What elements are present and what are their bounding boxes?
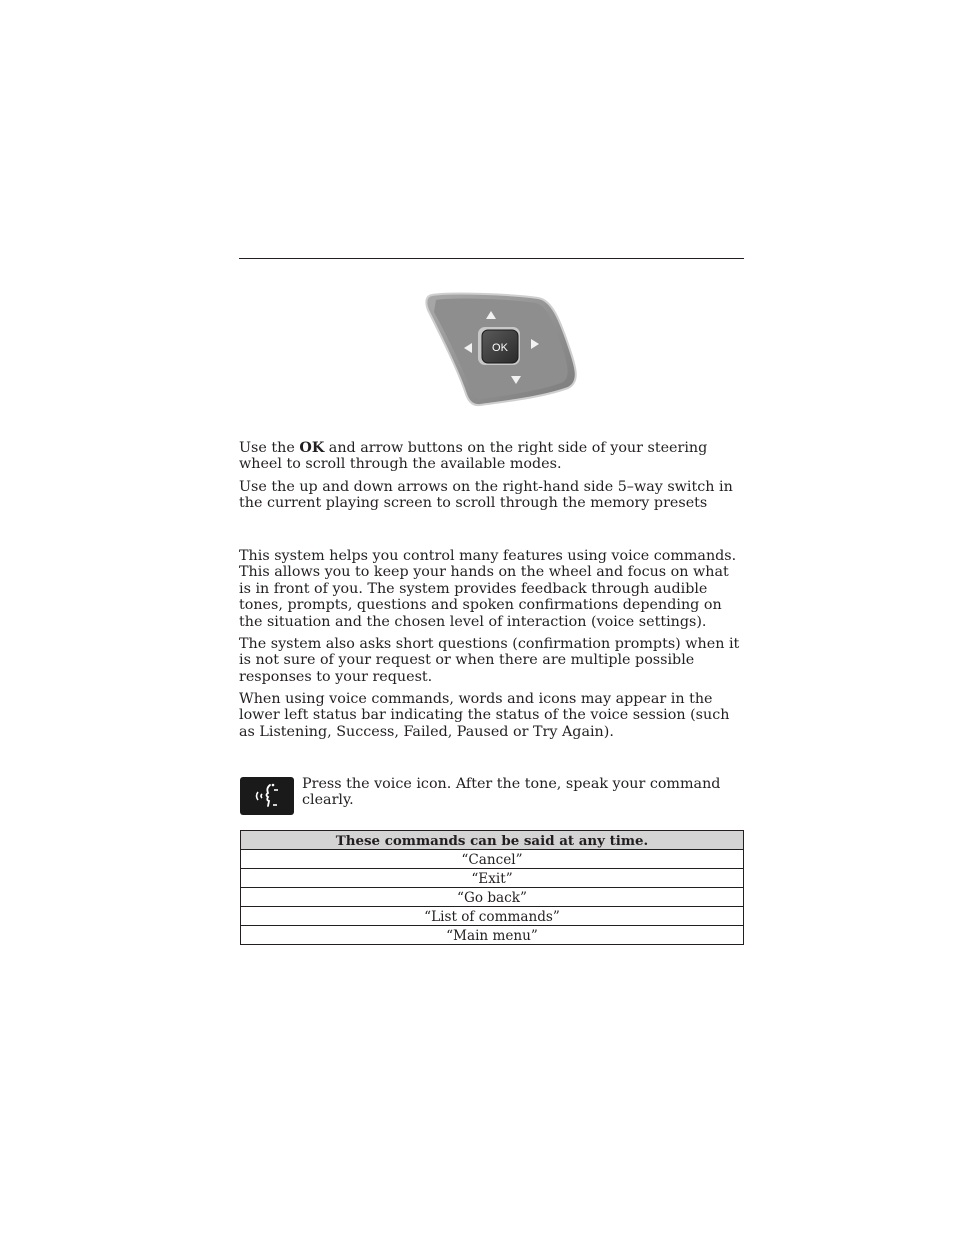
table-header: These commands can be said at any time.: [241, 831, 744, 850]
table-cell: “Go back”: [241, 888, 744, 907]
commands-table: [240, 830, 744, 945]
header-rule: [239, 258, 744, 259]
table-cell: “Main menu”: [241, 926, 744, 945]
paragraph-status-bar: [239, 691, 744, 740]
table-cell: “Exit”: [241, 869, 744, 888]
paragraph-confirmation: [239, 636, 744, 685]
table-row: [241, 888, 744, 907]
steering-wheel-switch-figure: [420, 290, 580, 408]
table-cell: “Cancel”: [241, 850, 744, 869]
paragraph-presets: [239, 479, 744, 512]
voice-instruction: Press the voice icon. After the tone, speak your command clearly.: [302, 776, 721, 809]
voice-command-icon: [240, 777, 294, 815]
paragraph-ok-buttons: [239, 440, 744, 473]
p1-prefix: Use the: [239, 440, 300, 456]
table-cell: “List of commands”: [241, 907, 744, 926]
table-header-row: [241, 831, 744, 850]
ok-button-label: OK: [492, 342, 508, 354]
paragraph-voice-intro: [239, 548, 744, 630]
p5-text: When using voice commands, words and icons may appear in the lower left status bar indicating the status of the voice session (such as Listening, Success, Failed, Paused or Try Again).: [239, 691, 730, 740]
p4-text: The system also asks short questions (confirmation prompts) when it is not sure of your request or when there are multiple possible responses to your request.: [239, 636, 740, 685]
p1-suffix: and arrow buttons on the right side of your steering wheel to scroll through the available modes.: [239, 440, 708, 473]
p1-bold: OK: [299, 440, 325, 456]
table-row: [241, 926, 744, 945]
p2-text: Use the up and down arrows on the right-hand side 5–way switch in the current playing screen to scroll through the memory presets: [239, 479, 733, 512]
table-row: [241, 850, 744, 869]
p3-text: This system helps you control many features using voice commands. This allows you to keep your hands on the wheel and focus on what is in front of you. The system provides feedback through audible tones, prompts, questions and spoken confirmations depending on the situation and the chosen level of interaction (voice settings).: [239, 548, 737, 630]
table-row: [241, 907, 744, 926]
table-row: [241, 869, 744, 888]
